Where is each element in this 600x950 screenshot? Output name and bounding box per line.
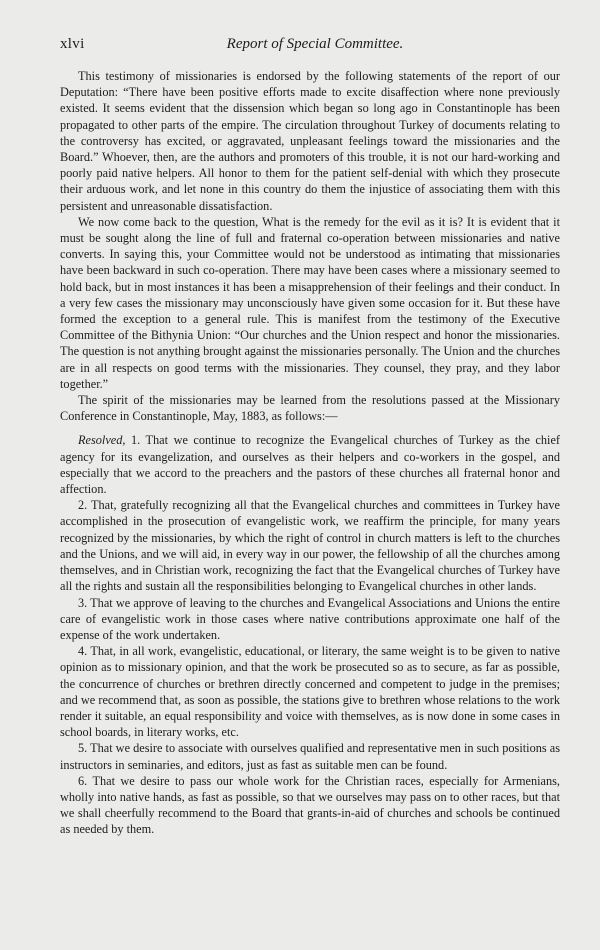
- page-header: [60, 36, 560, 60]
- body-text: [60, 68, 560, 838]
- resolution-4: 4. That, in all work, evangelistic, educational, or literary, the same weight is to be given to native opinion as to missionary opinion, and that the work be prosecuted so as to secure, as far as possible, the concurrence of churches or brethren directly concerned and competent to judge in the premises; and we recommend that, as soon as possible, the stations give to brethren whose relations to the work render it suitable, an equal responsibility and voice with themselves, as is now done in some cases in school boards, in literary works, etc.: [60, 644, 560, 740]
- resolution-5: 5. That we desire to associate with ourselves qualified and representative men in such positions as instructors in seminaries, and editors, just as fast as suitable men can be found.: [60, 741, 560, 772]
- paragraph: This testimony of missionaries is endorsed by the following statements of the report of our Deputation: “There have been positive efforts made to excite disaffection where none previously existed. It seems evident that the dissension which began so long ago in Constantinople has been propagated to other parts of the empire. The circulation throughout Turkey of documents relating to the controversy has excited, or aggravated, unpleasant feelings toward the missionaries and the Board.” Whoever, then, are the authors and promoters of this trouble, it is not our hard-working and poorly paid native helpers. All honor to them for the patient self-denial with which they prosecute their arduous work, and let none in this country do them the injustice of associating them with this persistent and unreasonable dissatisfaction.: [60, 69, 560, 213]
- running-title: Report of Special Committee.: [226, 36, 404, 52]
- page-number: xlvi: [60, 36, 85, 52]
- resolution-6: 6. That we desire to pass our whole work for the Christian races, especially for Armenians, wholly into native hands, as fast as possible, so that we ourselves may pass on to other races, but that we shall cheerfully recommend to the Board that grants-in-aid of churches and schools be continued as needed by them.: [60, 773, 560, 837]
- resolution-1: [60, 432, 560, 497]
- paragraph: The spirit of the missionaries may be learned from the resolutions passed at the Missionary Conference in Constantinople, May, 1883, as follows:—: [60, 393, 560, 424]
- resolution-text: 1. That we continue to recognize the Evangelical churches of Turkey as the chief agency for its evangelization, and ourselves as their helpers and co-workers in the gospel, and especially that we accord to the preachers and the pastors of these churches all fraternal honor and affection.: [60, 433, 560, 497]
- paragraph: We now come back to the question, What is the remedy for the evil as it is? It is evident that it must be sought along the line of full and fraternal co-operation between missionaries and native converts. In saying this, your Committee would not be understood as intimating that missionaries have been backward in such co-operation. There may have been cases where a missionary seemed to hold back, but in most instances it has been a misapprehension of their feelings and their conduct. In a very few cases the missionary may unconsciously have given some occasion for it. But these have formed the exception to a general rule. This is manifest from the testimony of the Executive Committee of the Bithynia Union: “Our churches and the Union respect and honor the missionaries. The question is not anything brought against the missionaries personally. The Union and the churches are in all respects on good terms with the missionaries. They counsel, they pray, and they labor together.”: [60, 214, 560, 391]
- resolution-2: 2. That, gratefully recognizing all that the Evangelical churches and committees in Turkey have accomplished in the prosecution of evangelistic work, we reaffirm the principle, for many years recognized by the missionaries, by which the right of control in church matters is left to the churches and the Unions, and we will aid, in every way in our power, the fellowship of all the churches among themselves, and in Christian work, recognizing the fact that the Evangelical churches of Turkey have all the rights and sustain all the responsibilities belonging to Evangelical churches in other lands.: [60, 498, 560, 594]
- resolved-label: Resolved,: [78, 433, 126, 448]
- resolution-3: 3. That we approve of leaving to the churches and Evangelical Associations and Unions the entire care of evangelistic work in those cases where native contributions approximate one half of the expense of the work undertaken.: [60, 595, 560, 642]
- book-page: [60, 36, 560, 838]
